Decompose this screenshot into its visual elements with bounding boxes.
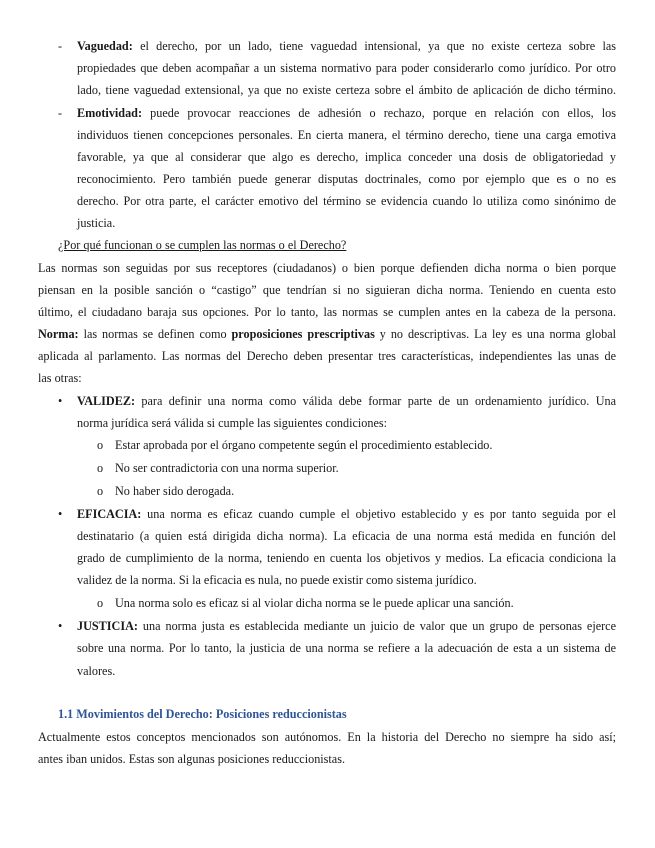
emotividad-line-5: derecho. Por otra parte, el carácter emotivo del término se evidencia cuando lo utiliza como sinónimo de — [77, 194, 616, 208]
emotividad-line-6: justicia. — [77, 216, 116, 230]
validez-condition-2: No ser contradictoria con una norma superior. — [115, 461, 339, 475]
emotividad-line-1 — [77, 106, 616, 121]
bullet-marker: • — [58, 394, 63, 408]
justicia-line-2: sobre una norma. Por lo tanto, la justicia de una norma se refiere a la adecuación de esta a un sistema de — [77, 641, 616, 655]
sub-bullet-marker: o — [97, 484, 104, 498]
section-line-1: Actualmente estos conceptos mencionados son autónomos. En la historia del Derecho no siempre ha sido así; — [38, 730, 616, 744]
vaguedad-line-1 — [77, 39, 616, 54]
norma-term: Norma: — [38, 327, 79, 341]
eficacia-term: EFICACIA: — [77, 507, 142, 521]
para1-line-3: último, el ciudadano baraja sus opciones. Por lo tanto, las normas se cumplen antes en la cabeza de la persona. — [38, 305, 616, 319]
section-heading: 1.1 Movimientos del Derecho: Posiciones reduccionistas — [58, 707, 347, 721]
eficacia-sub-1: Una norma solo es eficaz si al violar dicha norma se le puede aplicar una sanción. — [115, 596, 514, 610]
question-subheading: ¿Por qué funcionan o se cumplen las normas o el Derecho? — [58, 238, 347, 252]
norma-line-1 — [38, 327, 616, 342]
norma-line-3: las otras: — [38, 371, 82, 385]
validez-line-1 — [77, 394, 616, 409]
validez-text: para definir una norma como válida debe formar parte de un ordenamiento jurídico. Una — [141, 394, 616, 408]
vaguedad-line-2: propiedades que deben acompañar a un sistema normativo para poder considerarlo como jurídico. Por otro — [77, 61, 616, 75]
justicia-text: una norma justa es establecida mediante un juicio de valor que un grupo de personas ejerce — [142, 619, 616, 633]
validez-condition-3: No haber sido derogada. — [115, 484, 235, 498]
vaguedad-line-3: lado, tiene vaguedad extensional, ya que no existe certeza sobre el ámbito de aplicación de dicho término. — [77, 83, 616, 97]
eficacia-line-2: destinatario (a quien está dirigida dicha norma). La eficacia de una norma está medida en función del — [77, 529, 616, 543]
validez-term: VALIDEZ: — [77, 394, 136, 408]
justicia-line-3: valores. — [77, 664, 116, 678]
justicia-line-1 — [77, 619, 616, 634]
norma-text-c: y no descriptivas. La ley es una norma global — [379, 327, 617, 341]
validez-line-2: norma jurídica será válida si cumple las siguientes condiciones: — [77, 416, 388, 430]
eficacia-line-3: grado de cumplimiento de la norma, teniendo en cuenta los objetivos y medios. La eficacia condiciona la — [77, 551, 616, 565]
emotividad-line-4: reconocimiento. Pero también puede generar disputas doctrinales, como por ejemplo que es o no es — [77, 172, 616, 186]
vaguedad-term: Vaguedad: — [77, 39, 133, 53]
norma-text-a: las normas se definen como — [83, 327, 227, 341]
emotividad-line-3: favorable, ya que al considerar que algo es derecho, implica conceder una dosis de obligatoriedad y — [77, 150, 616, 164]
sub-bullet-marker: o — [97, 438, 104, 452]
validez-condition-1: Estar aprobada por el órgano competente según el procedimiento establecido. — [115, 438, 493, 452]
sub-bullet-marker: o — [97, 461, 104, 475]
vaguedad-text: el derecho, por un lado, tiene vaguedad intensional, ya que no existe certeza sobre las — [140, 39, 616, 53]
norma-emphasis: proposiciones prescriptivas — [231, 327, 375, 341]
justicia-term: JUSTICIA: — [77, 619, 138, 633]
dash-marker: - — [58, 39, 63, 53]
para1-line-1: Las normas son seguidas por sus receptores (ciudadanos) o bien porque defienden dicha norma o bien porque — [38, 261, 616, 275]
eficacia-text: una norma es eficaz cuando cumple el objetivo establecido y es por tanto seguida por el — [147, 507, 616, 521]
emotividad-term: Emotividad: — [77, 106, 143, 120]
emotividad-line-2: individuos tienen concepciones personales. En cierta manera, el término derecho, tiene una carga emotiva — [77, 128, 616, 142]
dash-marker: - — [58, 106, 63, 120]
eficacia-line-4: validez de la norma. Si la eficacia es nula, no puede existir como sistema jurídico. — [77, 573, 477, 587]
section-line-2: antes iban unidos. Estas son algunas posiciones reduccionistas. — [38, 752, 346, 766]
eficacia-line-1 — [77, 507, 616, 522]
bullet-marker: • — [58, 619, 63, 633]
emotividad-text: puede provocar reacciones de adhesión o rechazo, porque en relación con ellos, los — [150, 106, 616, 120]
para1-line-2: piensan en la posible sanción o “castigo” que tendrían si no siguieran dicha norma. Teniendo en cuenta esto — [38, 283, 616, 297]
norma-line-2: aplicada al parlamento. Las normas del Derecho deben presentar tres características, independientes las unas de — [38, 349, 616, 363]
bullet-marker: • — [58, 507, 63, 521]
sub-bullet-marker: o — [97, 596, 104, 610]
